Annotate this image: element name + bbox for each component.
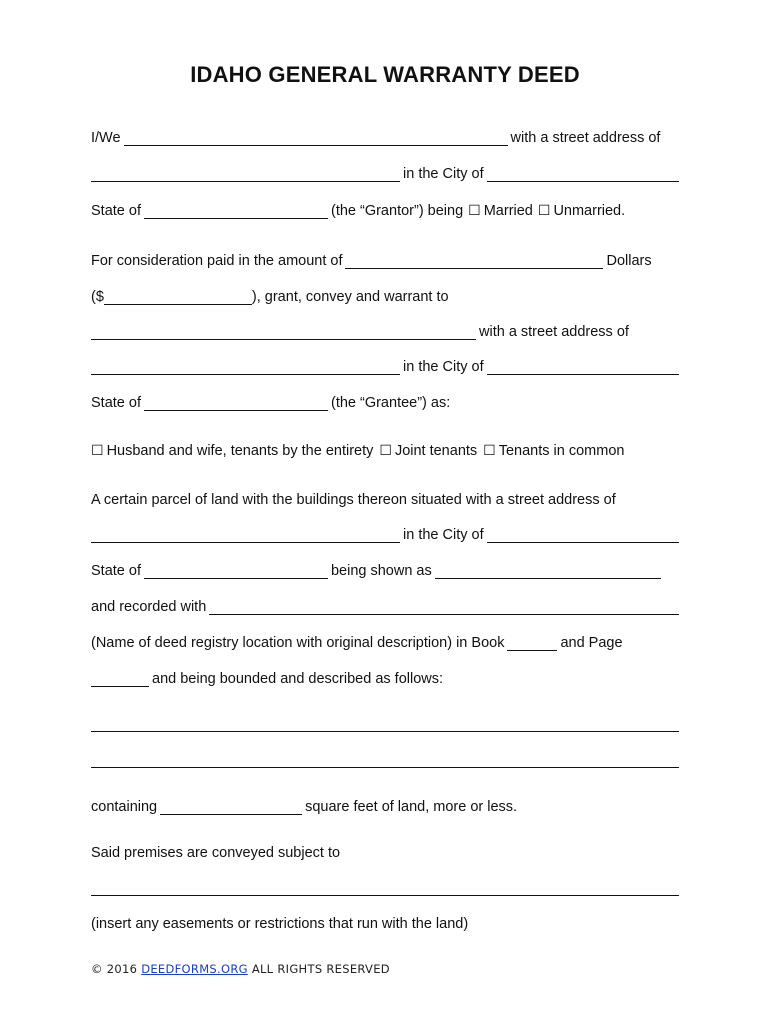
book-field[interactable] (507, 636, 557, 651)
containing-label: containing (91, 799, 158, 815)
containing-line (91, 795, 679, 815)
unmarried-label: Unmarried. (553, 203, 626, 219)
state-label: State of (91, 395, 141, 411)
parcel-address-field[interactable] (91, 528, 400, 543)
married-checkbox[interactable]: ☐ (468, 203, 481, 219)
easements-field[interactable] (91, 895, 679, 896)
grantor-role-label: (the “Grantor”) being (330, 203, 464, 219)
state-label: State of (91, 203, 141, 219)
grantor-line-3 (91, 199, 679, 219)
description-field-2[interactable] (91, 767, 679, 768)
unmarried-checkbox[interactable]: ☐ (537, 203, 551, 219)
consideration-line-2 (91, 285, 679, 305)
grantor-state-field[interactable] (144, 204, 328, 219)
consideration-words-field[interactable] (345, 254, 603, 269)
shown-as-label: being shown as (330, 563, 432, 579)
joint-tenants-checkbox[interactable]: ☐ (379, 443, 392, 459)
grantee-line-3 (91, 391, 679, 411)
subject-line (91, 841, 679, 861)
street-address-label: with a street address of (510, 130, 661, 146)
husband-wife-label: Husband and wife, tenants by the entirety (106, 443, 374, 459)
grantor-line-1 (91, 126, 679, 146)
married-label: Married (483, 203, 533, 219)
easements-note-line (91, 912, 679, 932)
parcel-line-3 (91, 559, 679, 579)
parcel-line-4 (91, 595, 679, 615)
deedforms-link[interactable]: DEEDFORMS.ORG (141, 962, 248, 976)
grantee-state-field[interactable] (144, 396, 328, 411)
recorded-with-label: and recorded with (91, 599, 207, 615)
grantor-address-field[interactable] (91, 167, 400, 182)
grantee-name-field[interactable] (91, 325, 476, 340)
page-field[interactable] (91, 672, 149, 687)
copyright-text: © 2016 (91, 962, 138, 976)
iwe-label: I/We (91, 130, 121, 146)
joint-tenants-label: Joint tenants (394, 443, 478, 459)
grantee-line-2 (91, 355, 679, 375)
parcel-label: A certain parcel of land with the buildings thereon situated with a street address of (91, 492, 616, 508)
parcel-line-2 (91, 523, 679, 543)
city-label: in the City of (403, 527, 484, 543)
grantee-city-field[interactable] (487, 360, 679, 375)
city-label: in the City of (403, 359, 484, 375)
tenants-in-common-label: Tenants in common (498, 443, 625, 459)
parcel-line-5 (91, 631, 679, 651)
registry-label: (Name of deed registry location with original description) in Book (91, 635, 505, 651)
description-field-1[interactable] (91, 731, 679, 732)
dollars-label: Dollars (606, 253, 652, 269)
parcel-line-1 (91, 488, 679, 508)
dollar-open-label: ($ (91, 289, 104, 305)
page-label: and Page (560, 635, 623, 651)
footer (91, 962, 390, 976)
grantee-role-label: (the “Grantee”) as: (330, 395, 451, 411)
city-label: in the City of (403, 166, 484, 182)
grantee-line-1 (91, 320, 679, 340)
rights-text: ALL RIGHTS RESERVED (251, 962, 390, 976)
square-feet-label: square feet of land, more or less. (305, 799, 518, 815)
shown-as-field[interactable] (435, 564, 661, 579)
square-feet-field[interactable] (160, 800, 302, 815)
street-address-label: with a street address of (479, 324, 629, 340)
consideration-amount-field[interactable] (104, 290, 252, 305)
grant-convey-label: ), grant, convey and warrant to (251, 289, 449, 305)
grantor-line-2 (91, 162, 679, 182)
state-label: State of (91, 563, 141, 579)
parcel-city-field[interactable] (487, 528, 679, 543)
parcel-state-field[interactable] (144, 564, 328, 579)
recorded-with-field[interactable] (209, 600, 679, 615)
consideration-label: For consideration paid in the amount of (91, 253, 343, 269)
grantor-name-field[interactable] (124, 131, 508, 146)
document-title: IDAHO GENERAL WARRANTY DEED (190, 62, 580, 87)
husband-wife-checkbox[interactable]: ☐ (91, 443, 104, 459)
subject-label: Said premises are conveyed subject to (91, 845, 341, 861)
grantee-address-field[interactable] (91, 360, 400, 375)
easements-note: (insert any easements or restrictions that run with the land) (91, 916, 469, 932)
bounded-label: and being bounded and described as follows: (152, 671, 444, 687)
consideration-line-1 (91, 249, 679, 269)
grantor-city-field[interactable] (487, 167, 679, 182)
tenants-in-common-checkbox[interactable]: ☐ (483, 443, 496, 459)
tenancy-line (91, 439, 679, 459)
parcel-line-6 (91, 667, 679, 687)
